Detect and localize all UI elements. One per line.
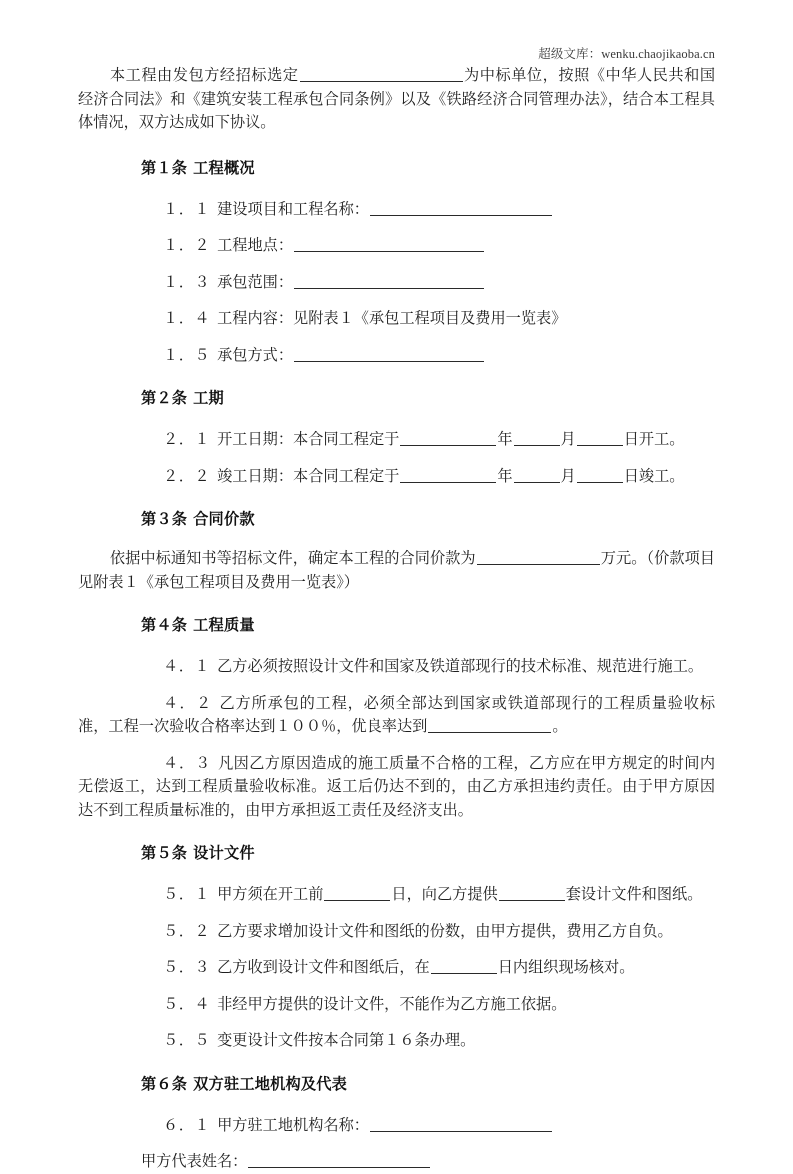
item-2-1-day-unit: 日	[623, 431, 639, 448]
item-2-2-year-unit: 年	[497, 467, 513, 485]
item-1-5-blank[interactable]	[294, 347, 484, 362]
document-content	[78, 46, 715, 1174]
item-5-1-sets-blank[interactable]	[499, 886, 565, 901]
item-5-3-days-blank[interactable]	[431, 959, 497, 974]
clause-2-title: 工期	[193, 390, 224, 407]
clause-2-heading	[78, 387, 715, 410]
item-5-5-number: ５．５	[163, 1032, 211, 1049]
item-1-1-label: 建设项目和工程名称：	[217, 200, 369, 218]
item-2-1-year-blank[interactable]	[400, 431, 496, 446]
item-5-1-days-blank[interactable]	[324, 886, 390, 901]
item-4-1	[78, 655, 715, 679]
clause-5-title: 设计文件	[193, 845, 255, 862]
item-2-1-number: ２．１	[163, 431, 211, 448]
item-2-1-month-unit: 月	[560, 431, 576, 448]
party-a-representative-label: 甲方代表姓名：	[141, 1153, 248, 1170]
item-1-3	[78, 271, 715, 295]
party-a-representative-line	[78, 1150, 715, 1174]
watermark-text: 超级文库：wenku.chaojikaoba.cn	[538, 47, 715, 61]
item-5-5-text: 变更设计文件按本合同第１６条办理。	[217, 1032, 476, 1049]
item-5-4	[78, 993, 715, 1017]
item-6-1-number: ６．１	[163, 1116, 211, 1134]
clause-4-number: 第４条	[141, 617, 188, 634]
clause-3-heading	[78, 508, 715, 531]
item-5-4-number: ５．４	[163, 995, 211, 1013]
item-4-1-text: 乙方必须按照设计文件和国家及铁道部现行的技术标准、规范进行施工。	[217, 658, 704, 675]
item-2-2-day-unit: 日	[623, 467, 639, 485]
item-2-1-day-blank[interactable]	[577, 431, 623, 446]
item-4-2-blank[interactable]	[428, 718, 551, 733]
item-2-2-month-unit: 月	[560, 467, 576, 485]
item-5-1-part2: 日，向乙方提供	[391, 886, 498, 903]
clause-3-paragraph	[78, 547, 715, 594]
clause-5-heading	[78, 842, 715, 865]
item-2-1-suffix: 开工。	[638, 431, 685, 448]
item-5-1-part3: 套设计文件和图纸。	[565, 886, 703, 903]
item-1-1	[78, 198, 715, 222]
clause-5-number: 第５条	[141, 845, 188, 862]
item-5-3-number: ５．３	[163, 959, 211, 976]
item-2-1-prefix: 开工日期：本合同工程定于	[217, 431, 400, 448]
item-4-3-text: 凡因乙方原因造成的施工质量不合格的工程，乙方应在甲方规定的时间内无偿返工，达到工程质量验收标准。返工后仍达不到的，由乙方承担违约责任。由于甲方原因达不到工程质量标准的，由甲方承担返工责任及经济支出。	[78, 754, 716, 819]
item-2-2-suffix: 竣工。	[638, 467, 685, 485]
item-5-2	[78, 920, 715, 944]
item-2-2-prefix: 竣工日期：本合同工程定于	[217, 467, 400, 485]
item-2-1-month-blank[interactable]	[514, 431, 560, 446]
item-6-1	[78, 1114, 715, 1138]
item-5-3-part2: 日内组织现场核对。	[497, 959, 635, 976]
item-2-1-year-unit: 年	[497, 431, 513, 448]
clause-6-number: 第６条	[141, 1075, 188, 1093]
item-5-3	[78, 956, 715, 980]
item-1-5-number: １．５	[163, 346, 211, 364]
item-4-3	[78, 752, 715, 823]
clause-3-amount-blank[interactable]	[477, 550, 600, 565]
intro-part2: 为中标单位，按照《中华人民共和国经济合同法》和《建筑安装工程承包合同条例》以及《铁路经济合同管理办法》，结合本工程具体情况，双方达成如下协议。	[78, 67, 716, 131]
item-1-3-label: 承包范围：	[217, 273, 293, 291]
item-4-2-part1: 乙方所承包的工程，必须全部达到国家或铁道部现行的工程质量验收标准，工程一次验收合格率达到１００％，优良率达到	[78, 694, 716, 735]
clause-2-number: 第２条	[141, 390, 188, 407]
item-4-1-number: ４．１	[163, 658, 211, 675]
item-6-1-blank[interactable]	[370, 1117, 552, 1132]
clause-6-title: 双方驻工地机构及代表	[193, 1075, 348, 1093]
intro-part1: 本工程由发包方经招标选定	[109, 67, 299, 84]
item-1-1-number: １．１	[163, 200, 211, 218]
clause-1-heading	[78, 157, 715, 180]
item-1-5-label: 承包方式：	[217, 346, 293, 364]
item-1-2-label: 工程地点：	[217, 237, 293, 254]
clause-3-number: 第３条	[141, 511, 188, 528]
item-1-2-blank[interactable]	[294, 237, 484, 252]
item-1-1-blank[interactable]	[370, 201, 552, 216]
item-5-4-text: 非经甲方提供的设计文件，不能作为乙方施工依据。	[217, 995, 567, 1013]
item-5-1-number: ５．１	[163, 886, 211, 903]
item-2-2-day-blank[interactable]	[577, 468, 623, 483]
item-5-2-text: 乙方要求增加设计文件和图纸的份数，由甲方提供，费用乙方自负。	[217, 922, 673, 940]
item-2-2-number: ２．２	[163, 467, 211, 485]
intro-paragraph	[78, 64, 715, 135]
item-1-3-number: １．３	[163, 273, 211, 291]
item-2-1	[78, 428, 715, 452]
party-a-representative-blank[interactable]	[248, 1153, 430, 1168]
item-4-2	[78, 692, 715, 739]
clause-1-number: 第１条	[141, 159, 188, 177]
item-1-2-number: １．２	[163, 237, 211, 254]
item-1-4	[78, 307, 715, 331]
clause-4-heading	[78, 614, 715, 637]
clause-1-title: 工程概况	[193, 159, 255, 177]
clause-3-part2: 万元。（价款项目见附表１《承包工程项目及费用一览表》）	[78, 550, 715, 591]
item-1-4-number: １．４	[163, 310, 211, 327]
item-5-5	[78, 1029, 715, 1053]
item-4-2-number: ４．２	[163, 694, 213, 712]
item-1-4-label: 工程内容：见附表１《承包工程项目及费用一览表》	[217, 310, 567, 327]
item-6-1-label: 甲方驻工地机构名称：	[217, 1116, 369, 1134]
clause-6-heading	[78, 1073, 715, 1096]
item-5-1	[78, 883, 715, 907]
item-1-3-blank[interactable]	[294, 274, 484, 289]
item-5-2-number: ５．２	[163, 922, 211, 940]
item-1-5	[78, 344, 715, 368]
item-4-2-part2: 。	[552, 718, 568, 735]
item-2-2-year-blank[interactable]	[400, 468, 496, 483]
item-4-3-number: ４．３	[163, 754, 212, 772]
clause-3-title: 合同价款	[193, 511, 255, 528]
item-2-2	[78, 465, 715, 489]
item-2-2-month-blank[interactable]	[514, 468, 560, 483]
intro-blank[interactable]	[300, 67, 463, 82]
clause-3-part1: 依据中标通知书等招标文件，确定本工程的合同价款为	[109, 550, 476, 567]
clause-4-title: 工程质量	[193, 617, 255, 634]
item-5-3-part1: 乙方收到设计文件和图纸后，在	[217, 959, 430, 976]
item-5-1-part1: 甲方须在开工前	[217, 886, 324, 903]
item-1-2	[78, 234, 715, 258]
